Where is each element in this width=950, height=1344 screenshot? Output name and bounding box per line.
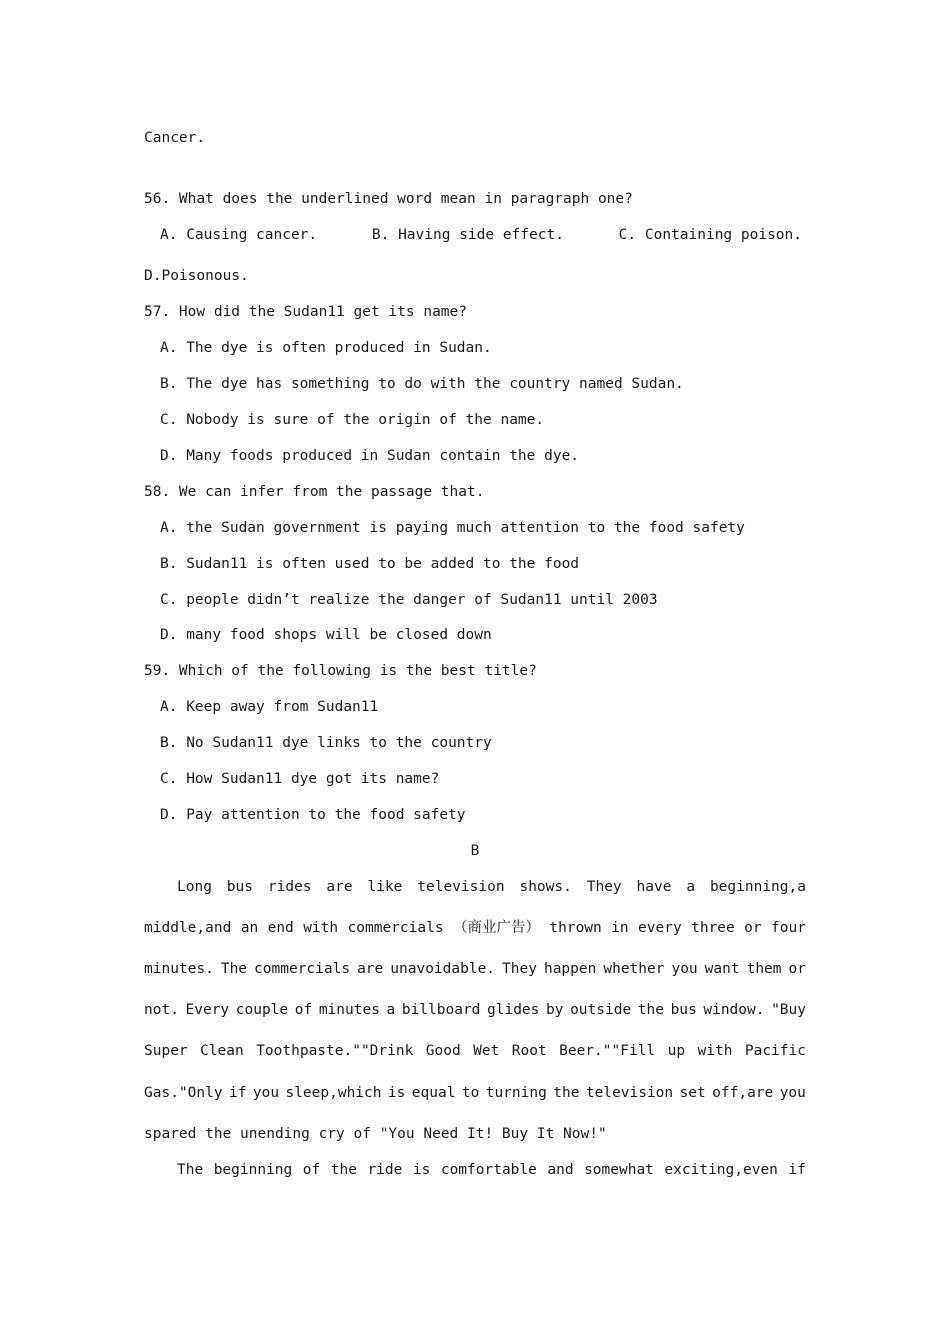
word: minutes. [144, 961, 214, 977]
word: Root [511, 1043, 547, 1059]
word: window. [703, 1002, 765, 1018]
word: you [252, 1085, 280, 1101]
word: in [611, 920, 629, 936]
word: or [788, 961, 806, 977]
word: The [220, 961, 248, 977]
word: Toothpaste.""Drink [256, 1043, 414, 1059]
word: them [746, 961, 782, 977]
word: Beer.""Fill [559, 1043, 656, 1059]
paragraph-1-line-1 [177, 878, 806, 896]
word: equal [411, 1085, 456, 1101]
word: every [638, 920, 682, 936]
question-57-option-d: D. Many foods produced in Sudan contain the dye. [160, 448, 580, 464]
word: or [744, 920, 762, 936]
question-58-option-d: D. many food shops will be closed down [160, 627, 492, 643]
question-56-options-row [160, 226, 802, 244]
question-56-stem: 56. What does the underlined word mean in paragraph one? [144, 191, 633, 207]
word: the [637, 1002, 664, 1018]
question-58-option-c: C. people didn’t realize the danger of Sudan11 until 2003 [160, 592, 658, 608]
question-58-option-b: B. Sudan11 is often used to be added to the food [160, 556, 580, 572]
word: television [417, 879, 505, 895]
word: glides [487, 1002, 540, 1018]
word: if [228, 1085, 247, 1101]
word: billboard [401, 1002, 481, 1018]
word: like [367, 879, 403, 895]
question-57-stem: 57. How did the Sudan11 get its name? [144, 304, 468, 320]
word: is [412, 1162, 431, 1178]
word: turning [485, 1085, 547, 1101]
paragraph-2-line-1 [177, 1161, 806, 1179]
question-57-option-b: B. The dye has something to do with the country named Sudan. [160, 376, 684, 392]
word: if [788, 1162, 806, 1178]
word: unavoidable. [390, 961, 496, 977]
word: middle,and [144, 920, 232, 936]
question-56-option-d: D.Poisonous. [144, 268, 249, 284]
word: are [357, 961, 384, 977]
word: want [704, 961, 740, 977]
word: bus [226, 879, 253, 895]
paragraph-1-line-6 [144, 1084, 806, 1102]
paragraph-1-line-3 [144, 960, 806, 978]
word: Every [185, 1002, 230, 1018]
word: of [294, 1002, 313, 1018]
section-b-heading: B [470, 843, 480, 859]
word: bus [670, 1002, 697, 1018]
word: a [686, 879, 696, 895]
word: have [636, 879, 672, 895]
word: commercials [347, 920, 444, 936]
paragraph-1-line-4 [144, 1001, 806, 1019]
question-57-option-c: C. Nobody is sure of the origin of the name. [160, 412, 545, 428]
word: rides [267, 879, 312, 895]
word: television [585, 1085, 674, 1101]
word: Pacific [744, 1043, 806, 1059]
previous-passage-fragment: Cancer. [144, 130, 206, 146]
word: are [326, 879, 353, 895]
word: Wet [473, 1043, 500, 1059]
word: sleep,which [285, 1085, 382, 1101]
word: They [586, 879, 622, 895]
word: The [177, 1162, 204, 1178]
paragraph-1-line-5 [144, 1042, 806, 1060]
question-57-option-a: A. The dye is often produced in Sudan. [160, 340, 492, 356]
word: three [691, 920, 735, 936]
paragraph-1-line-2 [144, 919, 806, 937]
word: beginning [213, 1162, 293, 1178]
paragraph-1-line-7: spared the unending cry of "You Need It! Buy It Now!" [144, 1126, 607, 1142]
word: you [779, 1085, 806, 1101]
question-58-option-a: A. the Sudan government is paying much attention to the food safety [160, 520, 745, 536]
word: couple [235, 1002, 289, 1018]
word: up [667, 1043, 686, 1059]
word: somewhat [584, 1162, 654, 1178]
word: the [330, 1162, 357, 1178]
word: whether [603, 961, 665, 977]
question-59-option-d: D. Pay attention to the food safety [160, 807, 466, 823]
question-59-option-a: A. Keep away from Sudan11 [160, 699, 379, 715]
word: the [553, 1085, 580, 1101]
word: Long [177, 879, 212, 895]
question-59-stem: 59. Which of the following is the best title? [144, 663, 537, 679]
word: （商业广告） [452, 920, 540, 936]
word: happen [543, 961, 597, 977]
word: and [547, 1162, 574, 1178]
word: "Buy [771, 1002, 806, 1018]
word: a [386, 1002, 396, 1018]
word: outside [570, 1002, 632, 1018]
question-56-option-a: A. Causing cancer. [160, 227, 318, 243]
question-58-stem: 58. We can infer from the passage that. [144, 484, 485, 500]
word: an [240, 920, 259, 936]
word: Clean [200, 1043, 244, 1059]
word: off,are [712, 1085, 774, 1101]
word: Gas."Only [144, 1085, 223, 1101]
word: comfortable [440, 1162, 537, 1178]
word: not. [144, 1002, 179, 1018]
word: thrown [549, 920, 602, 936]
question-56-option-b: B. Having side effect. [371, 227, 564, 243]
word: shows. [519, 879, 572, 895]
word: Good [425, 1043, 461, 1059]
question-56-option-c: C. Containing poison. [618, 227, 802, 243]
word: minutes [318, 1002, 380, 1018]
word: set [679, 1085, 706, 1101]
question-59-option-b: B. No Sudan11 dye links to the country [160, 735, 492, 751]
word: with [303, 920, 339, 936]
word: of [302, 1162, 321, 1178]
word: four [771, 920, 806, 936]
word: with [697, 1043, 733, 1059]
word: beginning,a [709, 879, 806, 895]
word: They [502, 961, 537, 977]
word: by [546, 1002, 564, 1018]
word: you [671, 961, 698, 977]
question-59-option-c: C. How Sudan11 dye got its name? [160, 771, 440, 787]
word: ride [367, 1162, 403, 1178]
word: Super [144, 1043, 188, 1059]
word: commercials [254, 961, 351, 977]
word: to [461, 1085, 480, 1101]
word: exciting,even [664, 1162, 778, 1178]
word: is [387, 1085, 406, 1101]
word: end [267, 920, 294, 936]
